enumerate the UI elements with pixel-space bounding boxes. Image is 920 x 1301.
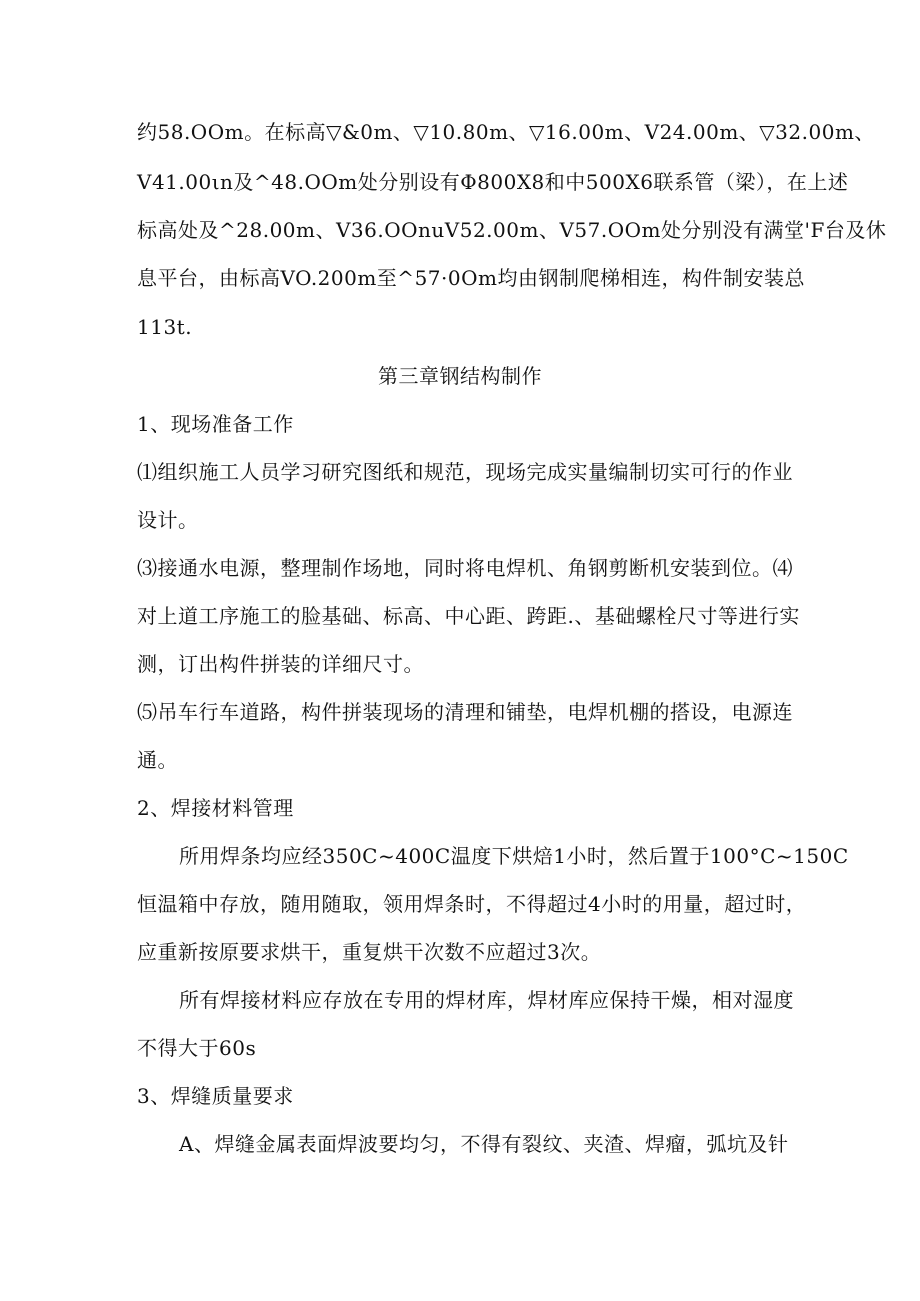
body-text-line: 息平台，由标高VO.200m至^57·0Om均由钢制爬梯相连，构件制安装总 xyxy=(137,266,805,290)
body-text-line: 通。 xyxy=(137,748,178,772)
body-text-line: V41.00ιn及^48.OOm处分别设有Φ800X8和中500X6联系管（梁），在上述 xyxy=(137,170,849,194)
body-text-line: 对上道工序施工的脸基础、标高、中心距、跨距.、基础螺栓尺寸等进行实 xyxy=(137,604,800,628)
body-text-line: 标高处及^28.00m、V36.OOnuV52.00m、V57.OOm处分别没有满堂'F台及休 xyxy=(137,218,887,242)
body-text-line: ⑸吊车行车道路，构件拼装现场的清理和铺垫，电焊机棚的搭设，电源连 xyxy=(137,700,793,724)
section-heading: 2、焊接材料管理 xyxy=(137,796,294,820)
chapter-title: 第三章钢结构制作 xyxy=(378,364,542,388)
body-text-line: 不得大于60s xyxy=(137,1036,257,1060)
body-text-line: ⑶接通水电源，整理制作场地，同时将电焊机、角钢剪断机安装到位。⑷ xyxy=(137,556,793,580)
body-text-line: 应重新按原要求烘干，重复烘干次数不应超过3次。 xyxy=(137,940,602,964)
body-text-line: ⑴组织施工人员学习研究图纸和规范，现场完成实量编制切实可行的作业 xyxy=(137,460,793,484)
body-text-line: 测，订出构件拼装的详细尺寸。 xyxy=(137,652,424,676)
body-text-line: 所有焊接材料应存放在专用的焊材库，焊材库应保持干燥，相对湿度 xyxy=(179,988,794,1012)
body-text-line: A、焊缝金属表面焊波要均匀，不得有裂纹、夹渣、焊瘤，弧坑及针 xyxy=(179,1132,789,1156)
section-heading: 1、现场准备工作 xyxy=(137,412,294,436)
body-text-line: 113t. xyxy=(137,315,193,339)
body-text-line: 所用焊条均应经350C~400C温度下烘焙1小时，然后置于100°C~150C xyxy=(179,844,849,868)
body-text-line: 恒温箱中存放，随用随取，领用焊条时，不得超过4小时的用量，超过时， xyxy=(137,892,807,916)
body-text-line: 设计。 xyxy=(137,508,199,532)
body-text-line: 约58.OOm。在标高▽&0m、▽10.80m、▽16.00m、V24.00m、▽32.00m、 xyxy=(137,120,875,144)
section-heading: 3、焊缝质量要求 xyxy=(137,1084,294,1108)
